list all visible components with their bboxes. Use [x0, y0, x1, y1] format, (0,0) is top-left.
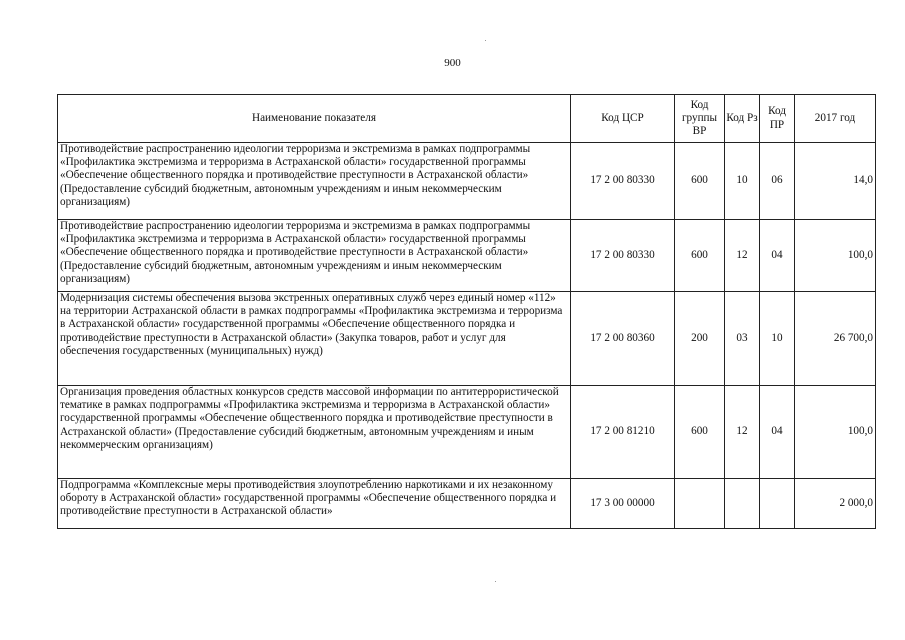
- row-rz: 12: [725, 386, 760, 479]
- header-rz: Код Рз: [725, 95, 760, 143]
- scan-speck: [495, 581, 496, 582]
- row-name: Противодействие распространению идеологии терроризма и экстремизма в рамках подпрограммы «Профилактика экстремизма и терроризма в Астраханской области» государственной программы «Обеспечение общественного порядка и противодействие преступности в Астраханской области» (Предоставление субсидий бюджетным, автономным учреждениям и иным некоммерческим организациям): [58, 220, 571, 292]
- row-pr: 06: [760, 143, 795, 220]
- row-csr: 17 2 00 80330: [571, 220, 675, 292]
- row-rz: [725, 479, 760, 529]
- row-pr: 04: [760, 386, 795, 479]
- row-vr: 600: [675, 386, 725, 479]
- header-pr: Код ПР: [760, 95, 795, 143]
- header-csr: Код ЦСР: [571, 95, 675, 143]
- table-row: [58, 386, 876, 479]
- page-number: 900: [444, 57, 461, 69]
- header-vr: Код группы ВР: [675, 95, 725, 143]
- row-csr: 17 2 00 81210: [571, 386, 675, 479]
- table-row: [58, 143, 876, 220]
- row-pr: 10: [760, 292, 795, 386]
- header-name: Наименование показателя: [58, 95, 571, 143]
- row-name: Организация проведения областных конкурсов средств массовой информации по антитеррористической тематике в рамках подпрограммы «Профилактика экстремизма и терроризма в Астраханской области» государственной программы «Обеспечение общественного порядка и противодействие преступности в Астраханской области» (Предоставление субсидий бюджетным, автономным учреждениям и иным некоммерческим организациям): [58, 386, 571, 479]
- row-rz: 03: [725, 292, 760, 386]
- row-csr: 17 3 00 00000: [571, 479, 675, 529]
- row-pr: [760, 479, 795, 529]
- table-row: [58, 220, 876, 292]
- row-amount: 100,0: [795, 220, 876, 292]
- row-vr: 200: [675, 292, 725, 386]
- row-pr: 04: [760, 220, 795, 292]
- table-header-row: [58, 95, 876, 143]
- row-vr: 600: [675, 220, 725, 292]
- table-row: [58, 292, 876, 386]
- row-rz: 12: [725, 220, 760, 292]
- row-amount: 100,0: [795, 386, 876, 479]
- row-csr: 17 2 00 80360: [571, 292, 675, 386]
- row-amount: 14,0: [795, 143, 876, 220]
- row-name: Подпрограмма «Комплексные меры противодействия злоупотреблению наркотиками и их незаконному обороту в Астраханской области» государственной программы «Обеспечение общественного порядка и противодействие преступности в Астраханской области»: [58, 479, 571, 529]
- scan-speck: [485, 40, 486, 41]
- row-amount: 2 000,0: [795, 479, 876, 529]
- header-year: 2017 год: [795, 95, 876, 143]
- row-vr: [675, 479, 725, 529]
- row-name: Модернизация системы обеспечения вызова экстренных оперативных служб через единый номер «112» на территории Астраханской области в рамках подпрограммы «Профилактика экстремизма и терроризма в Астраханской области» государственной программы «Обеспечение общественного порядка и противодействие преступности в Астраханской области» (Закупка товаров, работ и услуг для обеспечения государственных (муниципальных) нужд): [58, 292, 571, 386]
- row-name: Противодействие распространению идеологии терроризма и экстремизма в рамках подпрограммы «Профилактика экстремизма и терроризма в Астраханской области» государственной программы «Обеспечение общественного порядка и противодействие преступности в Астраханской области» (Предоставление субсидий бюджетным, автономным учреждениям и иным некоммерческим организациям): [58, 143, 571, 220]
- table-row: [58, 479, 876, 529]
- budget-table: [57, 94, 876, 529]
- row-vr: 600: [675, 143, 725, 220]
- row-rz: 10: [725, 143, 760, 220]
- row-csr: 17 2 00 80330: [571, 143, 675, 220]
- row-amount: 26 700,0: [795, 292, 876, 386]
